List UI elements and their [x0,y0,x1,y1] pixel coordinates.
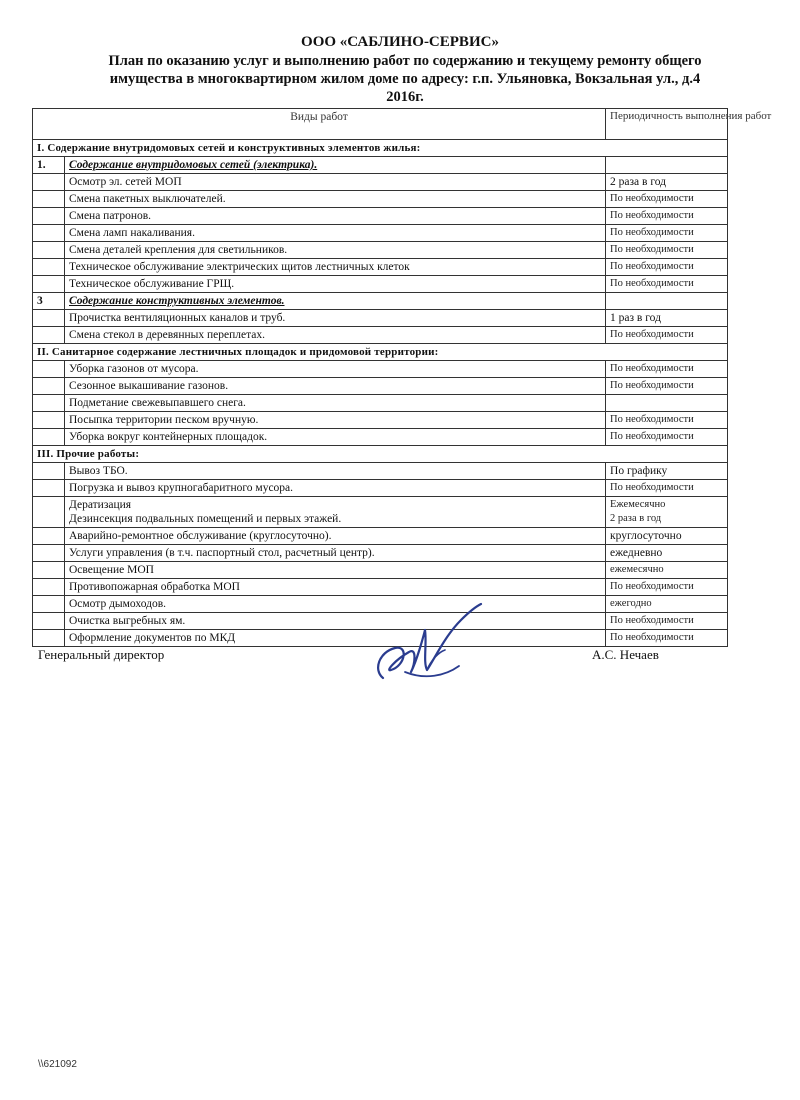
section-title-1: I. Содержание внутридомовых сетей и конструктивных элементов жилья: [33,140,728,157]
subsection-row [33,293,728,310]
period-cell: 2 раза в год [606,174,728,191]
table-row [33,276,728,293]
work-cell: Смена стекол в деревянных переплетах. [65,327,606,344]
table-row [33,191,728,208]
table-row [33,361,728,378]
section-row [33,140,728,157]
column-header-period: Периодичность выполнения работ [606,109,728,140]
subsection-title-1: Содержание внутридомовых сетей (электрика). [69,159,318,171]
period-line: Ежемесячно [610,499,666,510]
period-cell: По необходимости [606,361,728,378]
table-row [33,412,728,429]
work-cell: Подметание свежевыпавшего снега. [65,395,606,412]
work-cell: Прочистка вентиляционных каналов и труб. [65,310,606,327]
period-cell: По необходимости [606,276,728,293]
work-cell: Уборка вокруг контейнерных площадок. [65,429,606,446]
section-row [33,446,728,463]
period-cell: По необходимости [606,412,728,429]
table-row [33,174,728,191]
period-cell: По необходимости [606,613,728,630]
work-cell: Оформление документов по МКД [65,630,606,647]
period-cell: круглосуточно [606,528,728,545]
period-cell: По необходимости [606,630,728,647]
work-cell: Очистка выгребных ям. [65,613,606,630]
work-cell: Осмотр дымоходов. [65,596,606,613]
subsection-cell [65,157,606,174]
work-cell: Техническое обслуживание электрических щитов лестничных клеток [65,259,606,276]
table-row [33,208,728,225]
organization-name: ООО «САБЛИНО-СЕРВИС» [301,34,499,50]
period-cell: По необходимости [606,225,728,242]
period-cell: ежедневно [606,545,728,562]
period-cell: По графику [606,463,728,480]
table-row [33,395,728,412]
period-cell: По необходимости [606,579,728,596]
period-cell: По необходимости [606,327,728,344]
work-cell: Техническое обслуживание ГРЩ. [65,276,606,293]
table-row [33,378,728,395]
column-header-works: Виды работ [33,109,606,140]
table-row [33,545,728,562]
work-cell [65,497,606,528]
signatory-position: Генеральный директор [38,647,165,662]
period-cell [606,395,728,412]
work-cell: Противопожарная обработка МОП [65,579,606,596]
period-cell: 1 раз в год [606,310,728,327]
work-cell: Услуги управления (в т.ч. паспортный стол, расчетный центр). [65,545,606,562]
subsection-title-3: Содержание конструктивных элементов. [69,295,285,307]
work-cell: Посыпка территории песком вручную. [65,412,606,429]
work-cell: Осмотр эл. сетей МОП [65,174,606,191]
period-cell: По необходимости [606,242,728,259]
period-cell: По необходимости [606,378,728,395]
subsection-row [33,157,728,174]
period-cell [606,497,728,528]
table-row [33,310,728,327]
subsection-cell [65,293,606,310]
title-line-2: имущества в многоквартирном жилом доме по адресу: г.п. Ульяновка, Вокзальная ул., д.4 [109,71,701,87]
period-cell: По необходимости [606,259,728,276]
table-row [33,259,728,276]
period-cell: По необходимости [606,208,728,225]
work-cell: Смена деталей крепления для светильников. [65,242,606,259]
period-cell: ежегодно [606,596,728,613]
table-row [33,497,728,528]
section-title-3: III. Прочие работы: [33,446,728,463]
signatory-name: А.С. Нечаев [592,647,659,662]
handwritten-signature-icon [365,600,495,695]
title-line-3: 2016г. [386,89,424,105]
subsection-number-3: 3 [33,293,65,310]
work-cell: Аварийно-ремонтное обслуживание (круглосуточно). [65,528,606,545]
document-title [40,52,770,106]
work-cell: Смена ламп накаливания. [65,225,606,242]
period-line: 2 раза в год [610,513,662,524]
section-title-2: II. Санитарное содержание лестничных площадок и придомовой территории: [33,344,728,361]
works-table [32,108,772,647]
empty-cell [606,157,728,174]
work-line: Дезинсекция подвальных помещений и первых этажей. [69,513,342,525]
period-cell: ежемесячно [606,562,728,579]
table-row [33,480,728,497]
table-row [33,562,728,579]
work-cell: Погрузка и вывоз крупногабаритного мусора. [65,480,606,497]
footer-code: \\621092 [38,1059,77,1070]
table-row [33,579,728,596]
empty-cell [606,293,728,310]
table-row [33,327,728,344]
section-row [33,344,728,361]
subsection-number-1: 1. [33,157,65,174]
work-cell: Смена пакетных выключателей. [65,191,606,208]
table-row [33,429,728,446]
period-cell: По необходимости [606,480,728,497]
table-row [33,463,728,480]
work-cell: Смена патронов. [65,208,606,225]
title-line-1: План по оказанию услуг и выполнению работ по содержанию и текущему ремонту общего [108,53,702,69]
period-cell: По необходимости [606,429,728,446]
table-row [33,225,728,242]
work-cell: Освещение МОП [65,562,606,579]
work-line: Дератизация [69,499,132,511]
table-row [33,242,728,259]
work-cell: Сезонное выкашивание газонов. [65,378,606,395]
work-cell: Уборка газонов от мусора. [65,361,606,378]
table-header-row [33,109,728,140]
table-row [33,528,728,545]
period-cell: По необходимости [606,191,728,208]
work-cell: Вывоз ТБО. [65,463,606,480]
